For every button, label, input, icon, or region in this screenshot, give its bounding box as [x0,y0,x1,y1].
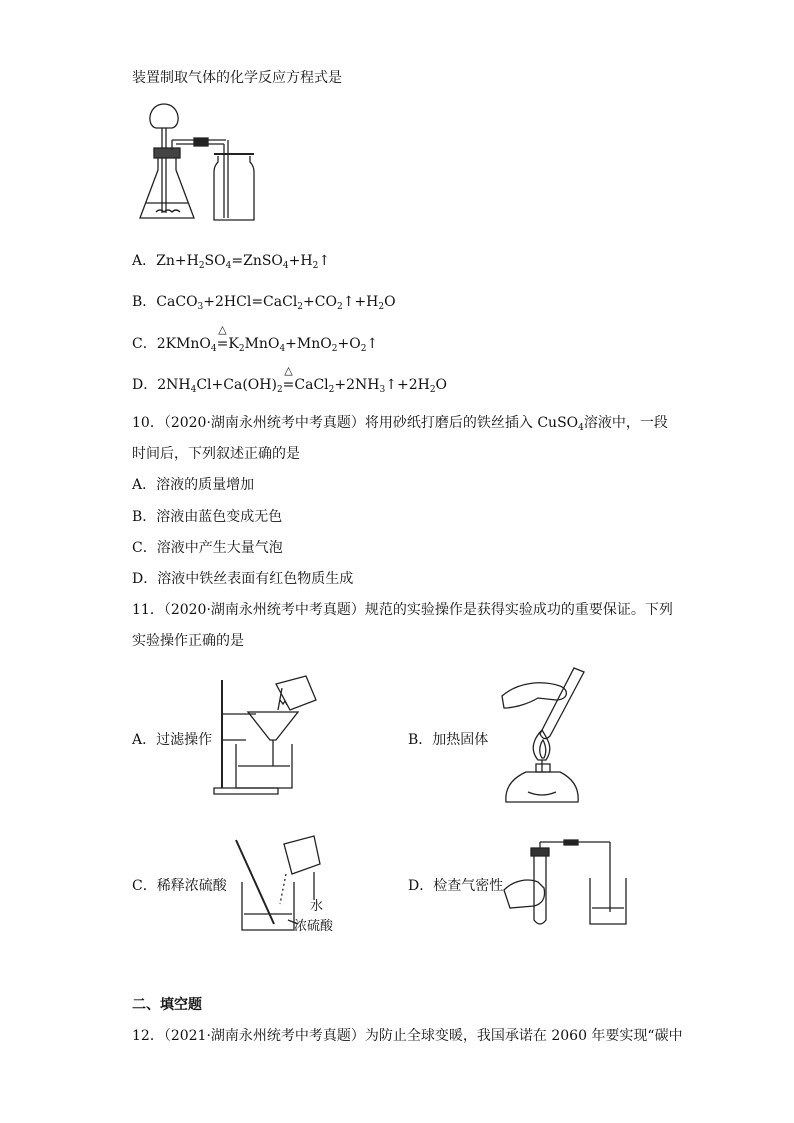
heating-solid-apparatus [498,664,588,806]
gas-generation-apparatus [136,100,266,225]
filtration-apparatus [210,670,320,798]
q9-option-b[interactable]: B．$CaCO_3+2HCl=CaCl_2+CO_2↑+H_2O$ [132,294,396,312]
q10-stem-line1: 10．（2020·湖南永州统考中考真题）将用砂纸打磨后的铁丝插入 CuSO$_4$溶液中，一段 [132,415,668,433]
q11-option-d[interactable]: D．检查气密性 [408,878,504,894]
q10-option-a[interactable]: A．溶液的质量增加 [132,477,255,493]
q10-option-d[interactable]: D．溶液中铁丝表面有红色物质生成 [132,571,354,587]
q9-option-c[interactable]: C．2KMnO$_4$ △ $=K_2MnO_4+MnO_2+O_2↑$ [132,323,379,354]
section-title: 二、填空题 [132,997,202,1013]
airtightness-apparatus [504,838,634,930]
q9-stem-tail: 装置制取气体的化学反应方程式是 [132,70,342,86]
q12-stem-line1: 12．（2021·湖南永州统考中考真题）为防止全球变暖，我国承诺在 2060 年要实现“碳中 [132,1028,683,1044]
q11-option-c[interactable]: C．稀释浓硫酸 [132,878,227,894]
label-water: 水 [310,899,324,914]
q11-stem-line2: 实验操作正确的是 [132,633,244,649]
q11-stem-line1: 11．（2020·湖南永州统考中考真题）规范的实验操作是获得实验成功的重要保证。下列 [132,602,673,618]
q10-option-c[interactable]: C．溶液中产生大量气泡 [132,540,283,556]
label-concentrated-acid: 浓硫酸 [294,919,334,934]
q9-option-d[interactable]: D．$2NH_4Cl+Ca(OH)_2$ △ $=CaCl_2+2NH_3↑+2H_2O$ [132,364,448,395]
q9-option-a[interactable]: A．$Zn+H_2SO_4=ZnSO_4+H_2↑$ [132,253,331,271]
q11-option-b[interactable]: B．加热固体 [408,732,489,748]
q10-stem-line2: 时间后，下列叙述正确的是 [132,446,300,462]
q10-option-b[interactable]: B．溶液由蓝色变成无色 [132,509,283,525]
q11-option-a[interactable]: A．过滤操作 [132,732,213,748]
